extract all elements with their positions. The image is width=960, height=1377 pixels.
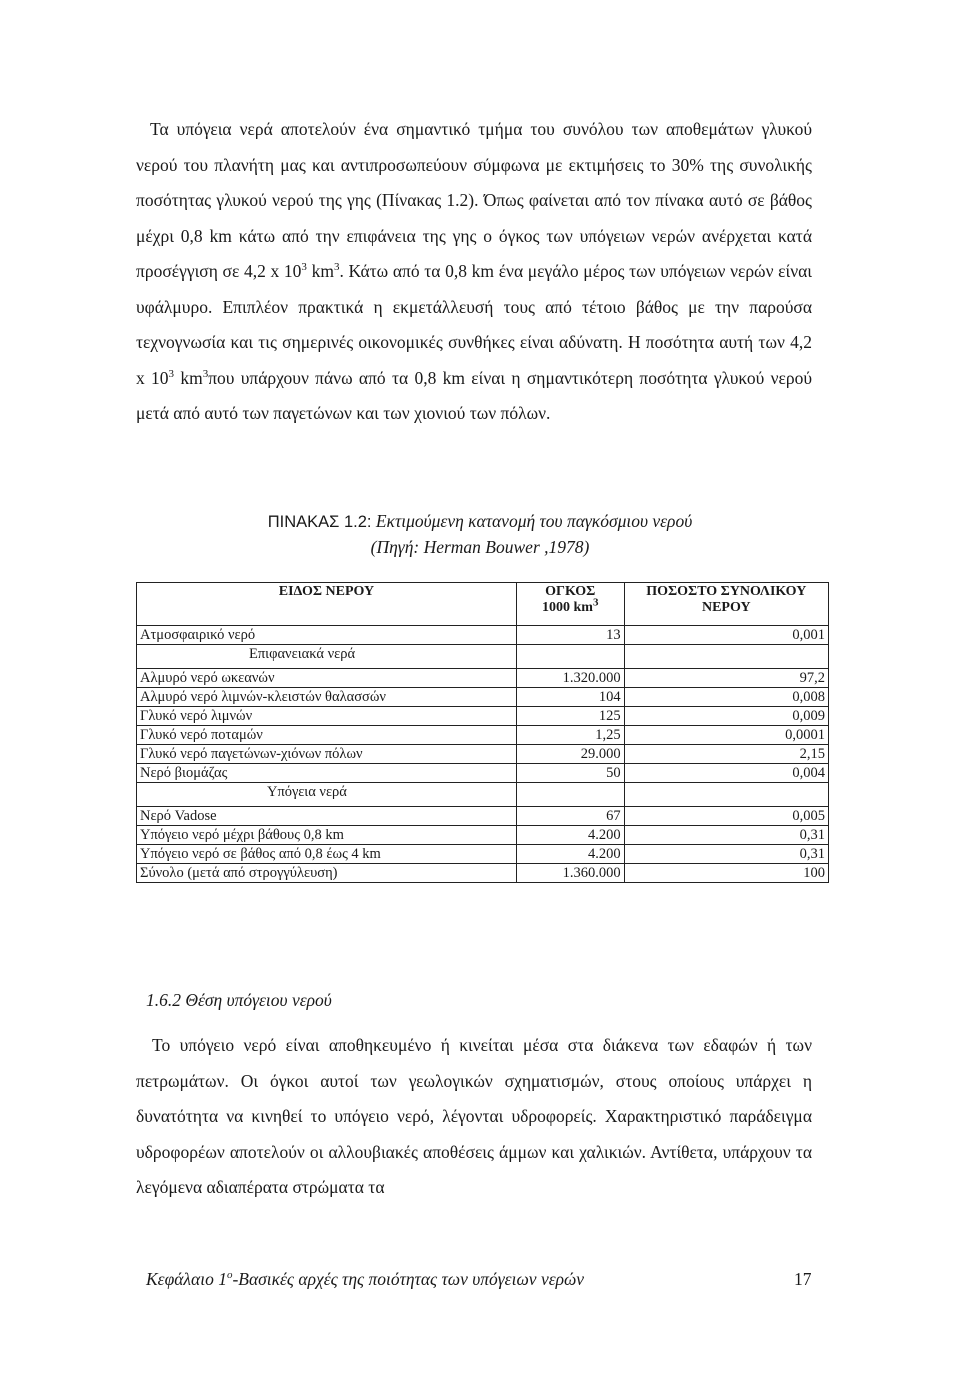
header-volume-line1: ΟΓΚΟΣ [545, 584, 596, 599]
cell-percent: 97,2 [624, 669, 828, 688]
cell-volume: 4.200 [516, 845, 624, 864]
cell-volume: 1.320.000 [516, 669, 624, 688]
empty-cell [516, 783, 624, 807]
header-type: ΕΙΔΟΣ ΝΕΡΟΥ [137, 583, 517, 626]
cell-percent: 0,31 [624, 826, 828, 845]
cell-type: Γλυκό νερό λιμνών [137, 707, 517, 726]
superscript: 3 [202, 367, 209, 380]
running-footer [146, 1269, 584, 1290]
table-row [137, 626, 829, 645]
superscript: 3 [333, 261, 340, 274]
table-header-row [137, 583, 829, 626]
superscript: 3 [168, 367, 175, 380]
intro-paragraph [136, 112, 812, 432]
cell-percent: 0,001 [624, 626, 828, 645]
table-row [137, 688, 829, 707]
cell-type: Αλμυρό νερό ωκεανών [137, 669, 517, 688]
cell-volume: 104 [516, 688, 624, 707]
table-row [137, 807, 829, 826]
body-paragraph: Το υπόγειο νερό είναι αποθηκευμένο ή κινείται μέσα στα διάκενα των εδαφών ή των πετρωμάτων. Οι όγκοι αυτοί των γεωλογικών σχηματισμών, στους οποίους υπάρχει η δυνατότητα να κινηθεί το υπόγειο νερό, λέγονται υδροφορείς. Χαρακτηριστικό παράδειγμα υδροφορέων αποτελούν οι αλλουβιακές αποθέσεις άμμων και χαλικιών. Αντίθετα, υπάρχουν τα λεγόμενα αδιαπέρατα στρώματα τα [136, 1035, 812, 1197]
cell-percent: 100 [624, 864, 828, 883]
table-title: Εκτιμούμενη κατανομή του παγκόσμιου νερού [375, 511, 693, 531]
ground-rows [137, 807, 829, 883]
cell-volume: 4.200 [516, 826, 624, 845]
section-row-surface [137, 645, 829, 669]
cell-percent: 0,009 [624, 707, 828, 726]
table-row [137, 669, 829, 688]
cell-percent: 0,0001 [624, 726, 828, 745]
table-row [137, 826, 829, 845]
cell-percent: 2,15 [624, 745, 828, 764]
cell-volume: 13 [516, 626, 624, 645]
cell-percent: 0,004 [624, 764, 828, 783]
paragraph-text: Τα υπόγεια νερά αποτελούν ένα σημαντικό τμήμα του συνόλου των αποθεμάτων γλυκού νερού του πλανήτη μας και αντιπροσωπεύουν σύμφωνα με εκτιμήσεις το 30% της συνολικής ποσότητας γλυκού νερού της γης (Πίνακας 1.2). Όπως φαίνεται από τον πίνακα αυτό σε βάθος μέχρι 0,8 km κάτω από την επιφάνεια της γης ο όγκος των υπόγειων νερών ανέρχεται κατά προσέγγιση σε 4,2 x 10 [136, 119, 812, 281]
paragraph-text: που υπάρχουν πάνω από τα 0,8 km είναι η σημαντικότερη ποσότητα γλυκού νερού μετά από αυτό των παγετώνων και των χιονιού των πόλων. [136, 367, 812, 423]
header-volume [516, 583, 624, 626]
cell-type: Γλυκό νερό παγετώνων-χιόνων πόλων [137, 745, 517, 764]
water-distribution-table [136, 582, 829, 883]
superscript: 3 [301, 261, 307, 274]
cell-type: Νερό Vadose [137, 807, 517, 826]
cell-percent: 0,31 [624, 845, 828, 864]
section-row-ground [137, 783, 829, 807]
empty-cell [624, 645, 828, 669]
cell-percent: 0,008 [624, 688, 828, 707]
footer-title: -Βασικές αρχές της ποιότητας των υπόγειων νερών [232, 1269, 584, 1289]
header-volume-line2: 1000 km [542, 600, 593, 615]
cell-volume: 50 [516, 764, 624, 783]
cell-volume: 1,25 [516, 726, 624, 745]
cell-type: Ατμοσφαιρικό νερό [137, 626, 517, 645]
cell-volume: 1.360.000 [516, 864, 624, 883]
cell-type: Υπόγειο νερό σε βάθος από 0,8 έως 4 km [137, 845, 517, 864]
cell-percent: 0,005 [624, 807, 828, 826]
paragraph-text: km [174, 367, 203, 388]
table-number: ΠΙΝΑΚΑΣ 1.2: [267, 513, 372, 531]
table-row [137, 707, 829, 726]
paragraph-text: . Κάτω από τα 0,8 km ένα μεγάλο μέρος των υπόγειων νερών είναι υφάλμυρο. Επιπλέον πρακτικά η εκμετάλλευσή τους από τέτοιο βάθος με την παρούσα τεχνογνωσία και τις σημερινές οικονομικές συνθήκες είναι αδύνατη. Η ποσότητα αυτή των 4,2 x 10 [136, 261, 812, 388]
cell-volume: 125 [516, 707, 624, 726]
paragraph-text: km [306, 261, 334, 281]
header-percent-line2: ΝΕΡΟΥ [701, 600, 751, 615]
empty-cell [624, 783, 828, 807]
cell-type: Υπόγειο νερό μέχρι βάθους 0,8 km [137, 826, 517, 845]
empty-cell [516, 645, 624, 669]
table-row [137, 845, 829, 864]
header-volume-sup: 3 [592, 596, 599, 609]
table-row [137, 764, 829, 783]
section-heading: 1.6.2 Θέση υπόγειου νερού [146, 990, 332, 1010]
surface-rows [137, 669, 829, 783]
table-row [137, 864, 829, 883]
table-caption [0, 508, 960, 535]
table-source: (Πηγή: Herman Bouwer ,1978) [370, 537, 590, 557]
cell-type: Αλμυρό νερό λιμνών-κλειστών θαλασσών [137, 688, 517, 707]
cell-type: Νερό βιομάζας [137, 764, 517, 783]
table-row [137, 745, 829, 764]
cell-type: Σύνολο (μετά από στρογγύλευση) [137, 864, 517, 883]
footer-chapter: Κεφάλαιο 1 [146, 1269, 227, 1289]
header-percent-line1: ΠΟΣΟΣΤΟ ΣΥΝΟΛΙΚΟΥ [646, 584, 807, 599]
cell-volume: 67 [516, 807, 624, 826]
footer-sup: ο [226, 1269, 233, 1282]
cell-volume: 29.000 [516, 745, 624, 764]
header-percent [624, 583, 828, 626]
section-label: Επιφανειακά νερά [137, 645, 517, 669]
section-label: Υπόγεια νερά [137, 783, 517, 807]
page-number: 17 [794, 1269, 812, 1289]
table-row [137, 726, 829, 745]
cell-type: Γλυκό νερό ποταμών [137, 726, 517, 745]
